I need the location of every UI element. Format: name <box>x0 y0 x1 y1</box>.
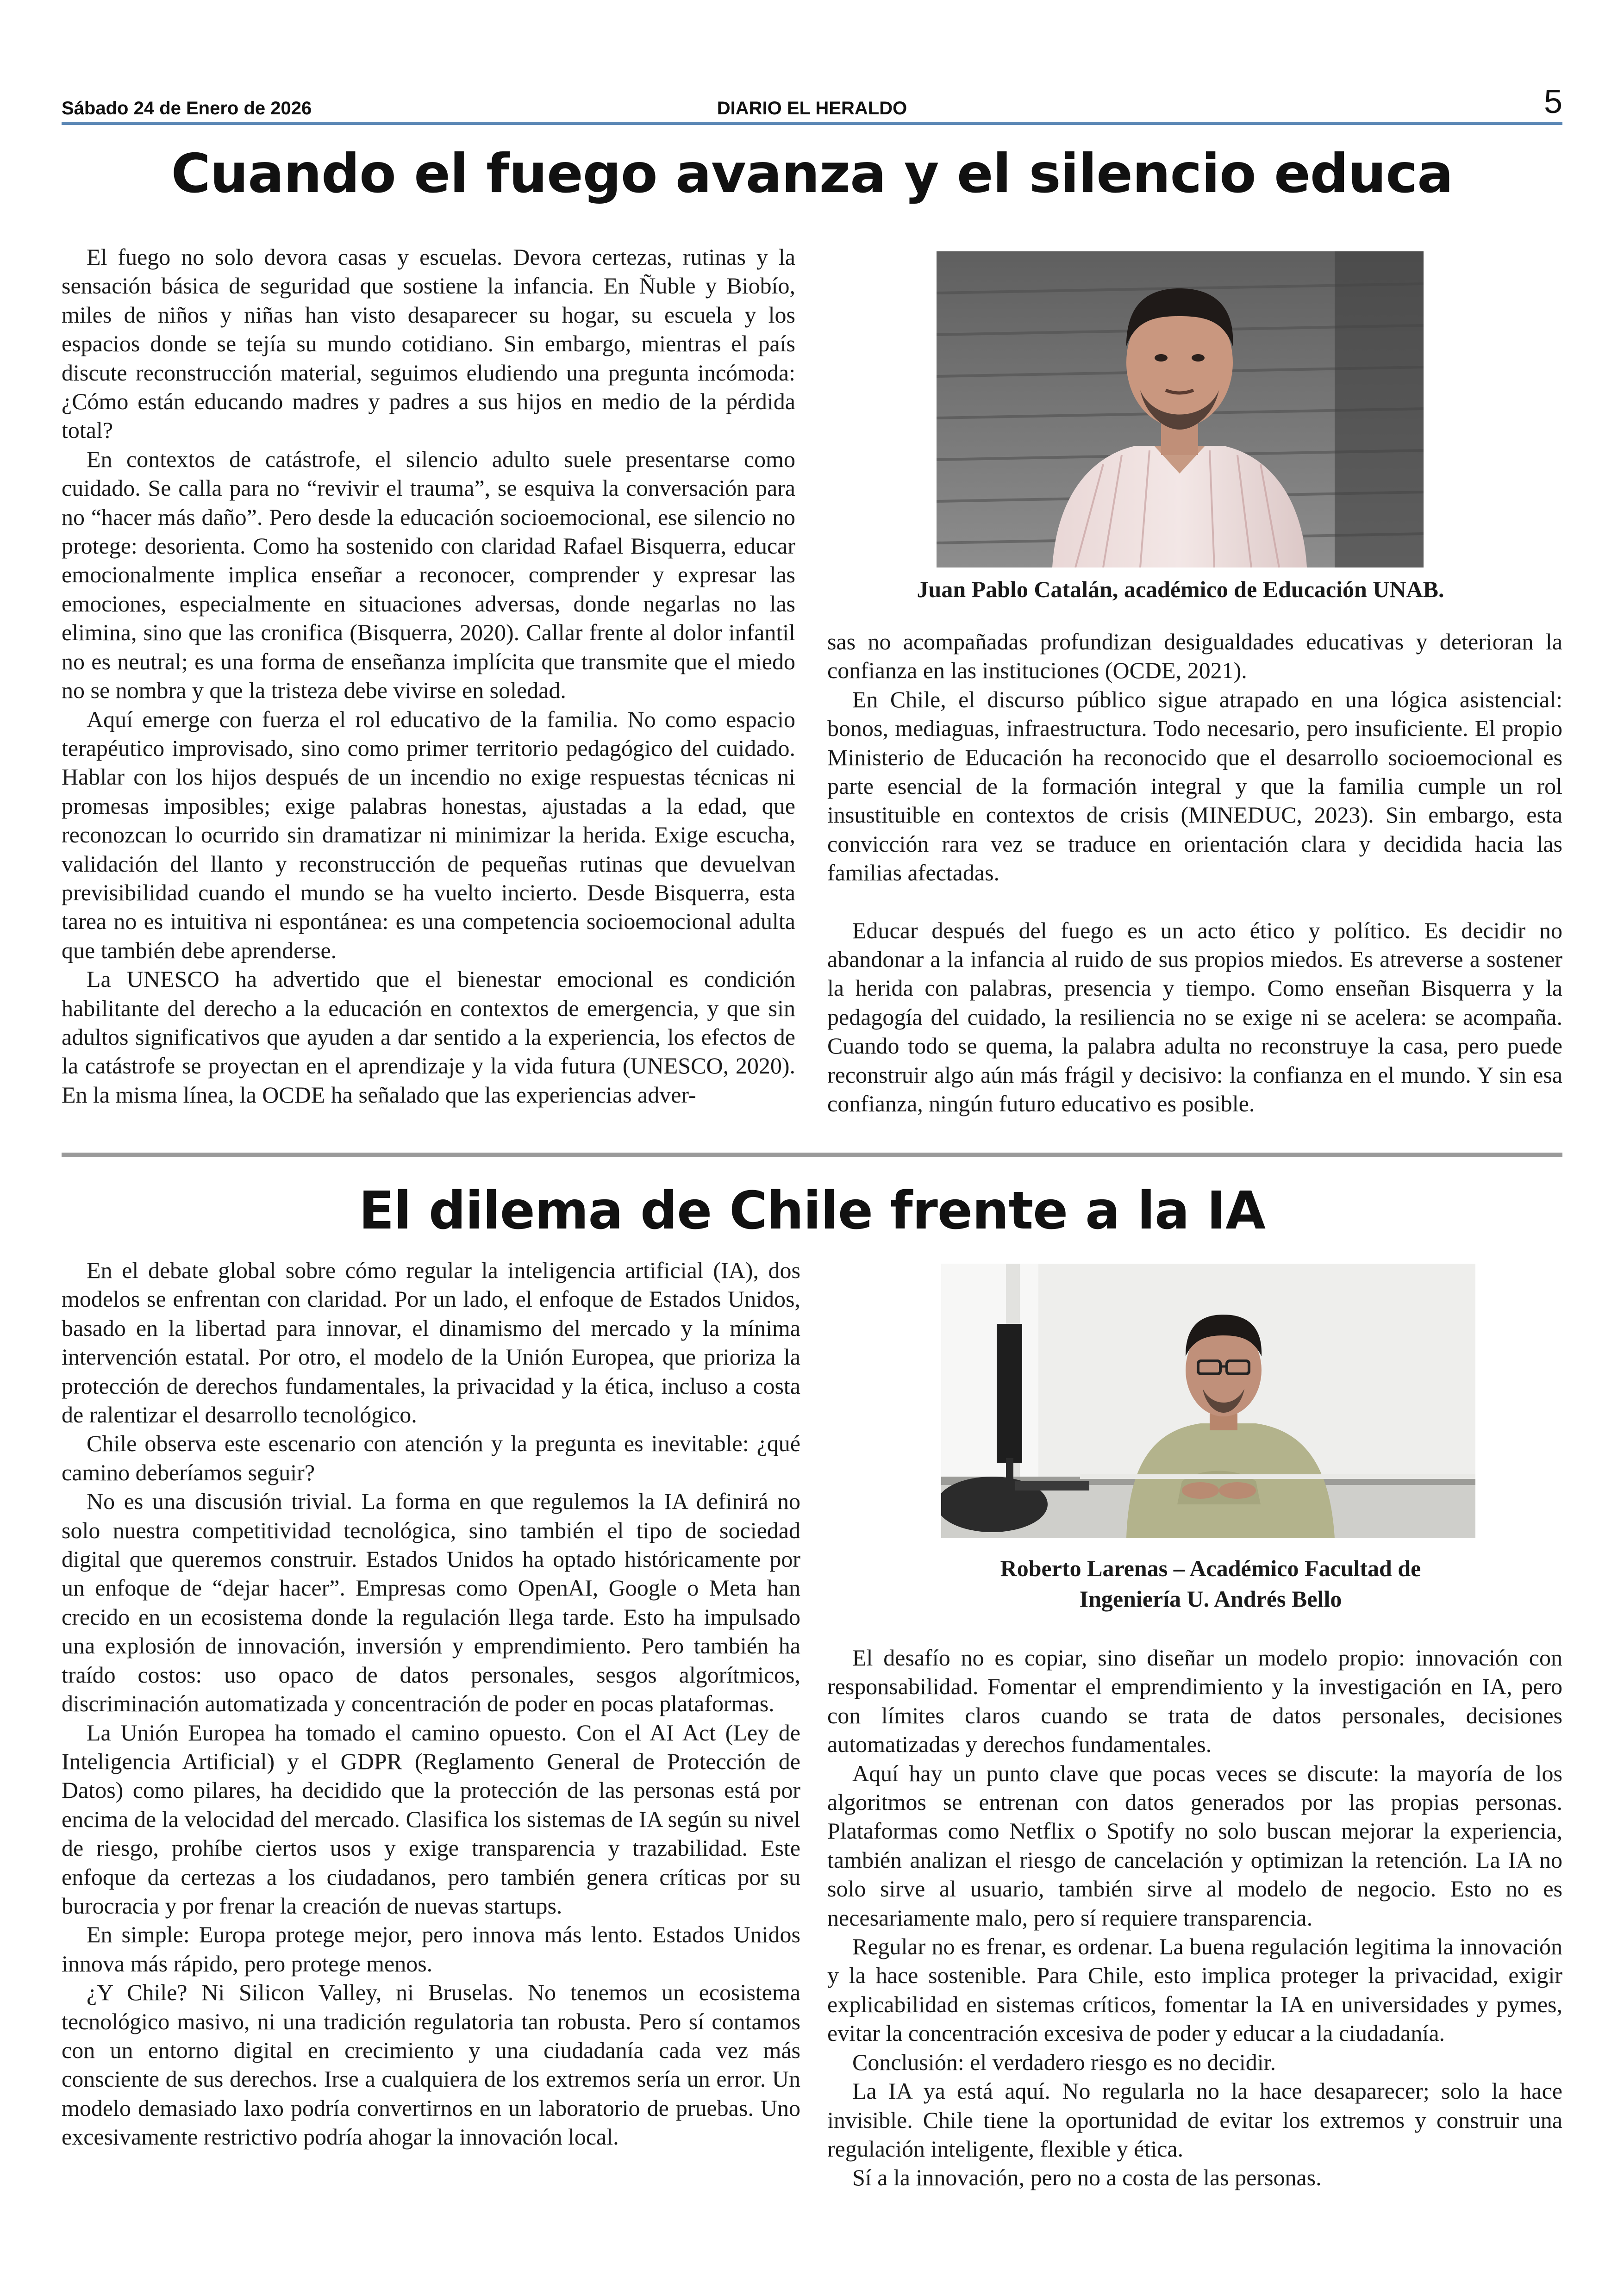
author-photo-caption: Juan Pablo Catalán, académico de Educación UNAB. <box>917 576 1444 602</box>
page-header <box>62 82 1562 126</box>
author-photo-roberto-larenas <box>941 1264 1475 1538</box>
header-rule <box>62 122 1562 125</box>
article2-left-column <box>62 1256 800 2152</box>
article2-paragraph: Aquí hay un punto clave que pocas veces se discute: la mayoría de los algoritmos se entrenan con datos generados por las propias personas. Plataformas como Netflix o Spotify no solo buscan mejorar la experiencia, también analizan el riesgo de cancelación y optimizan la retención. La IA no solo sirve al usuario, también sirve al modelo de negocio. Esto no es necesariamente malo, pero sí requiere transparencia. <box>827 1760 1562 1931</box>
article2-headline: El dilema de Chile frente a la IA <box>359 1181 1265 1241</box>
page-number: 5 <box>1543 83 1562 120</box>
newspaper-name: DIARIO EL HERALDO <box>717 98 907 118</box>
article1-paragraph: Aquí emerge con fuerza el rol educativo de la familia. No como espacio terapéutico improvisado, sino como primer territorio pedagógico del cuidado. Hablar con los hijos después de un incendio no exige respuestas técnicas ni promesas imposibles; exige palabras honestas, ajustadas a la edad, que reconozcan lo ocurrido sin dramatizar ni minimizar la herida. Exige escucha, validación del llanto y reconstrucción de pequeñas rutinas que devuelvan previsibilidad cuando el mundo se ha vuelto incierto. Desde Bisquerra, esta tarea no es intuitiva ni espontánea: es una competencia socioemocional adulta que también debe aprenderse. <box>62 706 795 963</box>
article1-left-column <box>62 243 795 1109</box>
article1-headline: Cuando el fuego avanza y el silencio educa <box>171 143 1453 205</box>
article2-paragraph: ¿Y Chile? Ni Silicon Valley, ni Bruselas. No tenemos un ecosistema tecnológico masivo, ni una tradición regulatoria tan robusta. Pero sí contamos con un entorno digital en crecimiento y una ciudadanía cada vez más consciente de sus derechos. Irse a cualquiera de los extremos sería un error. Un modelo demasiado laxo podría convertirnos en un laboratorio de pruebas. Uno excesivamente restrictivo podría ahogar la innovación local. <box>62 1979 800 2150</box>
article1-paragraph: El fuego no solo devora casas y escuelas. Devora certezas, rutinas y la sensación básica de seguridad que sostiene la infancia. En Ñuble y Biobío, miles de niños y niñas han visto desaparecer su hogar, su escuela y los espacios donde se tejía su mundo cotidiano. Sin embargo, mientras el país discute reconstrucción material, seguimos eludiendo una pregunta incómoda: ¿Cómo están educando madres y padres a sus hijos en medio de la pérdida total? <box>62 244 795 443</box>
article2-paragraph: Regular no es frenar, es ordenar. La buena regulación legitima la innovación y la hace sostenible. Para Chile, esto implica proteger la privacidad, exigir explicabilidad en sistemas críticos, fomentar la IA en universidades y pymes, evitar la concentración excesiva de poder y educar a la ciudadanía. <box>827 1933 1562 2046</box>
caption-line: Roberto Larenas – Académico Facultad de <box>1000 1555 1421 1581</box>
article1-paragraph: Educar después del fuego es un acto ético y político. Es decidir no abandonar a la infancia al ruido de sus propios miedos. Es atreverse a sostener la herida con palabras, presencia y tiempo. Como enseñan Bisquerra y la pedagogía del cuidado, la resiliencia no se exige ni se acelera: se acompaña. Cuando todo se quema, la palabra adulta no reconstruye la casa, pero puede reconstruir algo aún más frágil y decisivo: la confianza en el mundo. Y sin esa confianza, ningún futuro educativo es posible. <box>827 917 1562 1117</box>
article2-paragraph: El desafío no es copiar, sino diseñar un modelo propio: innovación con responsabilidad. Fomentar el emprendimiento y la investigación en IA, pero con límites claros cuando se trata de datos personales, decisiones automatizadas y derechos fundamentales. <box>827 1645 1562 1758</box>
article1-right-column <box>827 627 1562 1118</box>
article2-paragraph: Conclusión: el verdadero riesgo es no decidir. <box>852 2049 1276 2075</box>
article2-paragraph: No es una discusión trivial. La forma en que regulemos la IA definirá no solo nuestra competitividad tecnológica, sino también el tipo de sociedad digital que queremos construir. Estados Unidos ha optado históricamente por un enfoque de “dejar hacer”. Empresas como OpenAI, Google o Meta han crecido en un ecosistema donde la regulación llega tarde. Esto ha impulsado una explosión de innovación, inversión y emprendimiento. Pero también ha traído costos: uso opaco de datos personales, sesgos algorítmicos, discriminación automatizada y concentración de poder en pocas plataformas. <box>62 1488 800 1717</box>
caption-line: Ingeniería U. Andrés Bello <box>1079 1586 1342 1612</box>
article2-paragraph: La Unión Europea ha tomado el camino opuesto. Con el AI Act (Ley de Inteligencia Artificial) y el GDPR (Reglamento General de Protección de Datos) como pilares, ha decidido que la protección de las personas está por encima de la velocidad del mercado. Clasifica los sistemas de IA según su nivel de riesgo, prohíbe ciertos usos y exige transparencia y trazabilidad. Este enfoque da certezas a los ciudadanos, pero también genera críticas por su burocracia y por frenar la creación de nuevas startups. <box>62 1719 800 1919</box>
issue-date: Sábado 24 de Enero de 2026 <box>62 98 312 118</box>
article2-paragraph: Sí a la innovación, pero no a costa de las personas. <box>852 2164 1322 2191</box>
article2-paragraph: La IA ya está aquí. No regularla no la hace desaparecer; solo la hace invisible. Chile tiene la oportunidad de evitar los extremos y construir una regulación inteligente, flexible y ética. <box>827 2078 1562 2162</box>
article2-paragraph: Chile observa este escenario con atención y la pregunta es inevitable: ¿qué camino deberíamos seguir? <box>62 1430 800 1485</box>
author-photo-caption <box>903 1553 1518 1614</box>
article1-paragraph: En contextos de catástrofe, el silencio adulto suele presentarse como cuidado. Se calla para no “revivir el trauma”, se esquiva la conversación para no “hacer más daño”. Pero desde la educación socioemocional, ese silencio no protege: desorienta. Como ha sostenido con claridad Rafael Bisquerra, educar emocionalmente implica enseñar a reconocer, comprender y expresar las emociones, especialmente en situaciones adversas, donde negarlas no las elimina, sino que las cronifica (Bisquerra, 2020). Callar frente al dolor infantil no es neutral; es una forma de enseñanza implícita que transmite que el miedo no se nombra y que la tristeza debe vivirse en soledad. <box>62 446 795 704</box>
article1-paragraph: La UNESCO ha advertido que el bienestar emocional es condición habilitante del derecho a la educación en contextos de emergencia, y que sin adultos significativos que ayuden a dar sentido a la experiencia, los efectos de la catástrofe se proyectan en el aprendizaje y la vida futura (UNESCO, 2020). En la misma línea, la OCDE ha señalado que las experiencias adver- <box>62 966 795 1108</box>
section-divider <box>62 1153 1562 1157</box>
article1-paragraph: sas no acompañadas profundizan desigualdades educativas y deterioran la confianza en las instituciones (OCDE, 2021). <box>827 629 1562 684</box>
article2-paragraph: En simple: Europa protege mejor, pero innova más lento. Estados Unidos innova más rápido, pero protege menos. <box>62 1921 800 1977</box>
author-photo-juan-pablo-catalan <box>937 251 1424 568</box>
article1-paragraph: En Chile, el discurso público sigue atrapado en una lógica asistencial: bonos, mediaguas, infraestructura. Todo necesario, pero insuficiente. El propio Ministerio de Educación ha reconocido que el desarrollo socioemocional es parte esencial de la formación integral y que la familia cumple un rol insustituible en contextos de crisis (MINEDUC, 2023). Sin embargo, esta convicción rara vez se traduce en orientación clara y decidida hacia las familias afectadas. <box>827 686 1562 886</box>
article2-right-column <box>827 1643 1562 2192</box>
article2-paragraph: En el debate global sobre cómo regular la inteligencia artificial (IA), dos modelos se enfrentan con claridad. Por un lado, el enfoque de Estados Unidos, basado en la libertad para innovar, el dinamismo del mercado y la mínima intervención estatal. Por otro, el modelo de la Unión Europea, que prioriza la protección de derechos fundamentales, la privacidad y la ética, incluso a costa de ralentizar el desarrollo tecnológico. <box>62 1257 800 1428</box>
